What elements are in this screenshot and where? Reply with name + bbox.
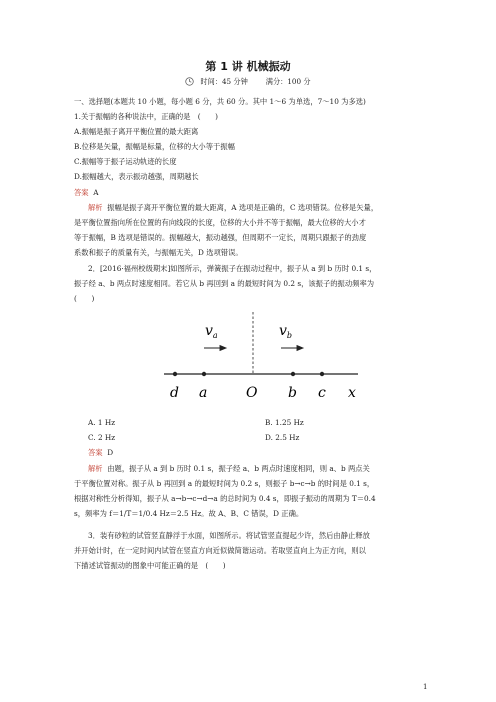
q1-option-a: A.振幅是振子离开平衡位置的最大距离 (74, 127, 199, 136)
q1-option-b: B.位移是矢量，振幅是标量，位移的大小等于振幅 (74, 142, 235, 151)
analysis-label: 解析 (88, 203, 103, 212)
q1-analysis-line: 系数和振子的质量有关，与振幅无关，D 选项错误。 (74, 248, 243, 257)
label-o: O (246, 385, 258, 400)
q2-option-d: D. 2.5 Hz (265, 433, 300, 442)
q2-stem-line: 振子经 a、b 两点时速度相同。若它从 b 再回到 a 的最短时间为 0.2 s，该振子的振动频率为 (74, 279, 375, 288)
q2-analysis-line: 解析 由题，振子从 a 到 b 历时 0.1 s，振子经 a、b 两点时速度相同，则 a、b 两点关 (88, 464, 370, 473)
q1-answer (74, 188, 434, 197)
full-score: 满分：100 分 (265, 77, 311, 86)
q3-stem-line: 并开始计时，在一定时间内试管在竖直方向近似做简谐运动。若取竖直向上为正方向，则以 (74, 546, 366, 555)
page-number: 1 (423, 683, 428, 691)
exam-meta (0, 77, 496, 87)
q2-stem-line: ( ) (74, 294, 95, 303)
label-c: c (318, 385, 326, 400)
oscillator-figure (160, 308, 370, 400)
q2-analysis-line: 于平衡位置对称。振子从 b 再回到 a 的最短时间为 0.2 s，则振子 b→c→b 的时间是 0.1 s， (74, 479, 375, 488)
velocity-a-arrow (204, 346, 226, 351)
answer-label: 答案 (88, 448, 103, 457)
velocity-b-label: $v_b$ (279, 323, 293, 340)
velocity-a-label: $v_a$ (205, 323, 218, 340)
q1-option-c: C.振幅等于振子运动轨迹的长度 (74, 157, 177, 166)
q1-analysis-line: 解析 振幅是振子离开平衡位置的最大距离，A 选项是正确的，C 选项错误。位移是矢量， (88, 203, 379, 212)
point-a (202, 372, 206, 376)
q2-option-c: C. 2 Hz (88, 433, 116, 442)
answer-label: 答案 (74, 188, 89, 197)
q2-stem-line: 2．[2016·福州校级期末]如图所示，弹簧振子在振动过程中，振子从 a 到 b 历时 0.1 s， (88, 264, 377, 273)
label-x: x (348, 385, 356, 400)
q3-stem-line: 3．装有砂粒的试管竖直静浮于水面，如图所示。将试管竖直提起少许，然后由静止释放 (88, 531, 370, 540)
time-limit: 时间：45 分钟 (200, 77, 248, 86)
analysis-label: 解析 (88, 464, 103, 473)
label-b: b (288, 385, 297, 400)
page-title: 第 1 讲 机械振动 (205, 60, 291, 73)
q2-analysis-line: s，频率为 f＝1/T＝1/0.4 Hz＝2.5 Hz。故 A、B、C 错误，D 正确。 (74, 509, 304, 518)
point-c (320, 372, 324, 376)
clock-icon (185, 77, 194, 86)
label-a: a (199, 385, 208, 400)
answer-value: D (107, 448, 114, 457)
q1-stem: 1.关于振幅的各种说法中，正确的是 ( ) (74, 112, 218, 121)
q1-analysis-line: 等于振幅，B 选项是错误的。振幅越大，振动越强，但周期不一定长，周期只跟振子的劲度 (74, 233, 367, 242)
q1-option-d: D.振幅越大，表示振动越强，周期越长 (74, 172, 199, 181)
q2-answer (88, 448, 448, 457)
q1-analysis-line: 是平衡位置指向所在位置的有向线段的长度，位移的大小并不等于振幅，最大位移的大小才 (74, 218, 366, 227)
point-d (173, 372, 177, 376)
section-heading: 一、选择题(本题共 10 小题，每小题 6 分，共 60 分。其中 1～6 为单选，7～10 为多选) (74, 97, 366, 106)
q2-analysis-line: 根据对称性分析得知，振子从 a→b→c→d→a 的总时间为 0.4 s，即振子振动的周期为 T＝0.4 (74, 494, 376, 503)
q2-option-a: A. 1 Hz (88, 418, 116, 427)
q2-option-b: B. 1.25 Hz (265, 418, 304, 427)
q3-stem-line: 下描述试管振动的图象中可能正确的是 ( ) (74, 561, 226, 570)
velocity-b-arrow (281, 346, 303, 351)
point-b (291, 372, 295, 376)
answer-value: A (93, 188, 99, 197)
label-d: d (170, 385, 179, 400)
